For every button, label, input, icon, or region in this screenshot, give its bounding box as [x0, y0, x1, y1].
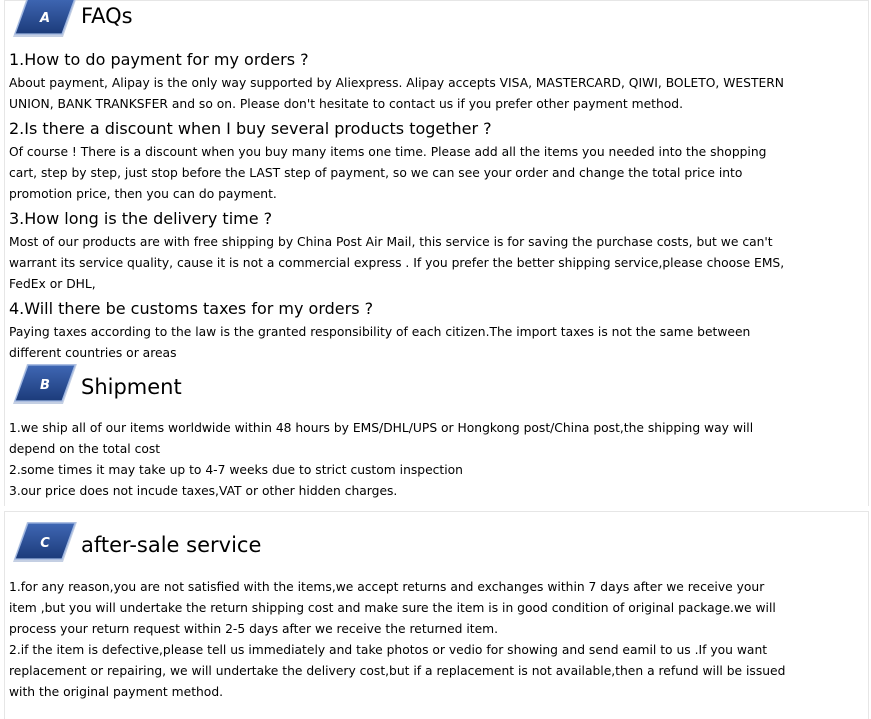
- shipment-section: [0, 362, 871, 506]
- shipment-section-title: Shipment: [81, 375, 182, 399]
- faq-question-1: 1.How to do payment for my orders ?: [9, 50, 309, 69]
- faq-answer-3-line: FedEx or DHL,: [9, 277, 96, 291]
- faq-frame-top: [4, 0, 868, 1]
- faq-answer-3-line: warrant its service quality, cause it is not a commercial express . If you prefer the better shipping service,please choose EMS,: [9, 256, 785, 270]
- shipment-line: depend on the total cost: [9, 442, 161, 456]
- shipment-text: [9, 418, 839, 502]
- aftersale-frame-top: [4, 511, 868, 512]
- shipment-line: 2.some times it may take up to 4-7 weeks due to strict custom inspection: [9, 463, 463, 477]
- aftersale-section-title: after-sale service: [81, 533, 262, 557]
- aftersale-frame-left: [4, 511, 5, 719]
- aftersale-section: [0, 511, 871, 719]
- faq-answer-1: [9, 73, 839, 115]
- faq-answer-1-line: UNION, BANK TRANKSFER and so on. Please don't hesitate to contact us if you prefer other payment method.: [9, 97, 683, 111]
- aftersale-text: [9, 577, 839, 703]
- aftersale-badge-icon: [13, 522, 77, 562]
- aftersale-frame-right: [868, 511, 869, 719]
- faq-answer-4-line: different countries or areas: [9, 346, 177, 360]
- faq-badge-icon: [13, 0, 77, 37]
- faq-frame-right: [868, 0, 869, 362]
- aftersale-line: item ,but you will undertake the return shipping cost and make sure the item is in good condition of original package.we will: [9, 601, 776, 615]
- shipment-line: 1.we ship all of our items worldwide within 48 hours by EMS/DHL/UPS or Hongkong post/China post,the shipping way will: [9, 421, 754, 435]
- aftersale-badge-letter: C: [40, 536, 50, 551]
- aftersale-line: replacement or repairing, we will undertake the delivery cost,but if a replacement is not available,then a refund will be issued: [9, 664, 786, 678]
- shipment-frame-left: [4, 362, 5, 506]
- shipment-line: 3.our price does not incude taxes,VAT or other hidden charges.: [9, 484, 398, 498]
- shipment-badge-letter: B: [40, 378, 50, 393]
- faq-answer-2: [9, 142, 839, 205]
- faq-answer-2-line: cart, step by step, just stop before the LAST step of payment, so we can see your order and change the total price into: [9, 166, 743, 180]
- faq-answer-4: [9, 322, 839, 364]
- faq-answer-3: [9, 232, 839, 295]
- aftersale-line: process your return request within 2-5 days after we receive the returned item.: [9, 622, 499, 636]
- aftersale-line: 2.if the item is defective,please tell us immediately and take photos or vedio for showing and send eamil to us .If you want: [9, 643, 768, 657]
- aftersale-line: with the original payment method.: [9, 685, 224, 699]
- faq-section-title: FAQs: [81, 4, 133, 28]
- faq-frame-left: [4, 0, 5, 362]
- faq-answer-4-line: Paying taxes according to the law is the granted responsibility of each citizen.The import taxes is not the same between: [9, 325, 751, 339]
- faq-badge-letter: A: [39, 11, 51, 26]
- faq-answer-2-line: promotion price, then you can do payment.: [9, 187, 277, 201]
- faq-question-4: 4.Will there be customs taxes for my orders ?: [9, 299, 374, 318]
- shipment-frame-right: [868, 362, 869, 506]
- aftersale-line: 1.for any reason,you are not satisfied with the items,we accept returns and exchanges within 7 days after we receive your: [9, 580, 765, 594]
- faq-question-2: 2.Is there a discount when I buy several products together ?: [9, 119, 492, 138]
- faq-answer-2-line: Of course ! There is a discount when you buy many items one time. Please add all the items you needed into the shopping: [9, 145, 767, 159]
- faq-answer-3-line: Most of our products are with free shipping by China Post Air Mail, this service is for saving the purchase costs, but we can't: [9, 235, 773, 249]
- shipment-badge-icon: [13, 364, 77, 404]
- faq-question-3: 3.How long is the delivery time ?: [9, 209, 273, 228]
- faq-answer-1-line: About payment, Alipay is the only way supported by Aliexpress. Alipay accepts VISA, MASTERCARD, QIWI, BOLETO, WESTERN: [9, 76, 784, 90]
